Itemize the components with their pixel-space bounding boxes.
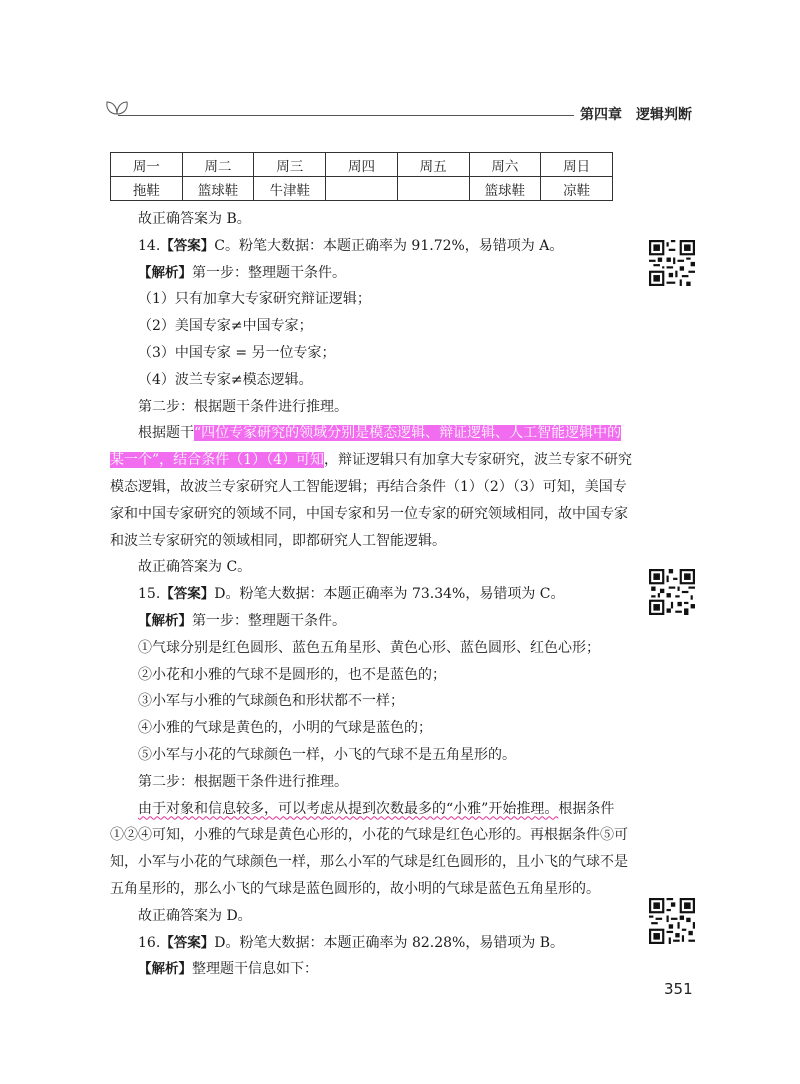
text-span: ，辩证逻辑只有加拿大专家研究，波兰专家不研究 (323, 452, 632, 469)
answer-text: D。粉笔大数据：本题正确率为 73.34%，易错项为 C。 (214, 586, 565, 603)
running-header (580, 104, 692, 124)
answer-tag: 【答案】 (160, 586, 215, 603)
answer-text: C。粉笔大数据：本题正确率为 91.72%，易错项为 A。 (214, 237, 564, 254)
condition-line: （3）中国专家 = 另一位专家； (138, 344, 336, 361)
analysis-tag: 【解析】 (138, 612, 192, 629)
table-cell: 篮球鞋 (182, 177, 254, 201)
table-header-cell: 周五 (397, 153, 469, 177)
qr-code-icon[interactable] (649, 569, 695, 615)
analysis-line (110, 608, 630, 635)
question-number: 15. (138, 586, 161, 603)
table-cell: 凉鞋 (541, 177, 613, 201)
table-cell: 篮球鞋 (469, 177, 541, 201)
paragraph-line: 和波兰专家研究的领域相同，即都研究人工智能逻辑。 (110, 532, 446, 549)
analysis-line (110, 260, 630, 287)
highlighted-text: 某一个”，结合条件（1）（4）可知 (110, 452, 324, 469)
table-cell: 拖鞋 (111, 177, 183, 201)
answer-tag: 【答案】 (160, 237, 215, 254)
answer-tag: 【答案】 (160, 934, 215, 951)
paragraph-line: 家和中国专家研究的领域不同，中国专家和另一位专家的研究领域相同，故中国专家 (110, 505, 628, 522)
analysis-tag: 【解析】 (138, 961, 192, 978)
chapter-title: 逻辑判断 (636, 107, 692, 123)
table-row (111, 153, 613, 177)
qr-code-icon[interactable] (649, 240, 695, 286)
paragraph-line (110, 420, 630, 447)
table-row (111, 177, 613, 201)
table-cell: 牛津鞋 (254, 177, 326, 201)
answer-explanations (110, 206, 630, 983)
paragraph-line: 故正确答案为 D。 (138, 907, 252, 924)
text-span: 根据题干 (138, 425, 194, 442)
paragraph-line (110, 796, 630, 823)
answer-line-16 (110, 930, 630, 957)
analysis-tag: 【解析】 (138, 264, 192, 281)
paragraph-line: 第二步：根据题干条件进行推理。 (138, 398, 348, 415)
condition-line: ③小军与小雅的气球颜色和形状都不一样； (138, 693, 404, 710)
question-number: 16. (138, 934, 161, 951)
condition-line: （4）波兰专家≠模态逻辑。 (138, 371, 313, 388)
table-header-cell: 周一 (111, 153, 183, 177)
table-cell (397, 177, 469, 201)
condition-line: ②小花和小雅的气球不是圆形的，也不是蓝色的； (138, 666, 446, 683)
table-header-cell: 周三 (254, 153, 326, 177)
table-cell (326, 177, 398, 201)
analysis-line (110, 956, 630, 983)
answer-text: D。粉笔大数据：本题正确率为 82.28%，易错项为 B。 (214, 934, 565, 951)
wavy-underlined-text: 由于对象和信息较多，可以考虑从提到次数最多的“小雅”开始推理。 (138, 800, 559, 817)
answer-line-14 (110, 233, 630, 260)
paragraph-line: ①②④可知，小雅的气球是黄色心形的，小花的气球是红色心形的。再根据条件⑤可 (110, 827, 628, 844)
header-rule (118, 115, 574, 116)
paragraph-line: 五角星形的，那么小飞的气球是蓝色圆形的，故小明的气球是蓝色五角星形的。 (110, 880, 600, 897)
condition-line: （2）美国专家≠中国专家； (138, 318, 313, 335)
leaf-icon (104, 98, 130, 116)
analysis-text: 第一步：整理题干条件。 (192, 264, 346, 281)
page-number: 351 (664, 980, 693, 998)
paragraph-line: 模态逻辑，故波兰专家研究人工智能逻辑；再结合条件（1）（2）（3）可知，美国专 (110, 478, 627, 495)
analysis-text: 整理题干信息如下： (192, 961, 318, 978)
paragraph-line: 故正确答案为 B。 (138, 211, 251, 227)
condition-line: ④小雅的气球是黄色的，小明的气球是蓝色的； (138, 720, 432, 737)
highlighted-text: “四位专家研究的领域分别是模态逻辑、辩证逻辑、人工智能逻辑中的 (194, 425, 622, 442)
text-span: 根据条件 (558, 800, 615, 817)
condition-line: （1）只有加拿大专家研究辩证逻辑； (138, 291, 371, 308)
analysis-text: 第一步：整理题干条件。 (192, 612, 346, 629)
condition-line: ⑤小军与小花的气球颜色一样，小飞的气球不是五角星形的。 (138, 746, 516, 763)
table-header-cell: 周日 (541, 153, 613, 177)
paragraph-line: 故正确答案为 C。 (138, 559, 252, 576)
paragraph-line: 知，小军与小花的气球颜色一样，那么小军的气球是红色圆形的，且小飞的气球不是 (110, 854, 628, 871)
table-header-cell: 周二 (182, 153, 254, 177)
qr-code-icon[interactable] (649, 898, 695, 944)
question-number: 14. (138, 237, 161, 254)
chapter-label: 第四章 (580, 107, 622, 123)
paragraph-line (110, 447, 630, 474)
condition-line: ①气球分别是红色圆形、蓝色五角星形、黄色心形、蓝色圆形、红色心形； (138, 639, 600, 656)
paragraph-line: 第二步：根据题干条件进行推理。 (138, 773, 348, 790)
table-header-cell: 周四 (326, 153, 398, 177)
shoe-schedule-table (110, 152, 613, 201)
answer-line-15 (110, 581, 630, 608)
table-header-cell: 周六 (469, 153, 541, 177)
